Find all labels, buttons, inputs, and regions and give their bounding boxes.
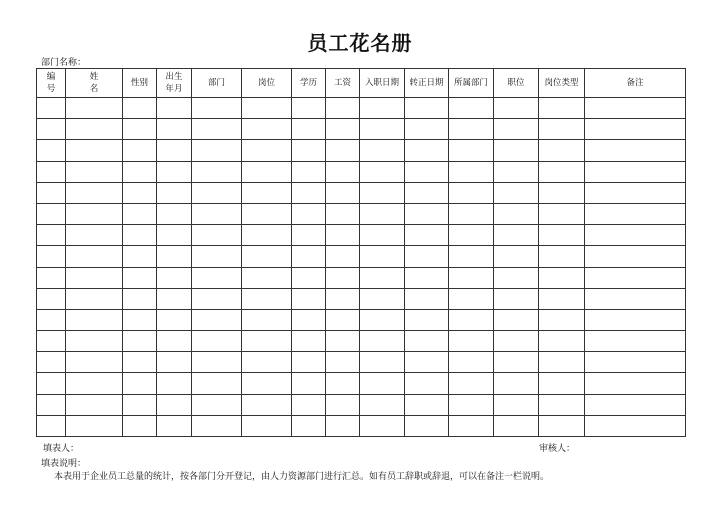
- table-cell-salary[interactable]: [326, 161, 360, 182]
- column-header-label: 入职日期: [364, 78, 399, 88]
- table-cell-department[interactable]: [192, 182, 242, 203]
- table-cell-regular_date[interactable]: [405, 394, 449, 415]
- column-header-regular_date: [405, 69, 449, 98]
- table-cell-education[interactable]: [292, 119, 326, 140]
- table-cell-position_type[interactable]: [539, 267, 585, 288]
- table-cell-name[interactable]: [66, 267, 123, 288]
- table-cell-name[interactable]: [66, 415, 123, 436]
- column-header-label: 出生: [165, 72, 183, 82]
- table-cell-title[interactable]: [494, 203, 539, 224]
- column-header-remarks: [585, 69, 686, 98]
- table-cell-position_type[interactable]: [539, 309, 585, 330]
- table-cell-education[interactable]: [292, 373, 326, 394]
- table-cell-name[interactable]: [66, 246, 123, 267]
- table-cell-department[interactable]: [192, 309, 242, 330]
- table-cell-department[interactable]: [192, 119, 242, 140]
- table-cell-hire_date[interactable]: [360, 98, 405, 119]
- table-cell-remarks[interactable]: [585, 246, 686, 267]
- column-header-title: [494, 69, 539, 98]
- table-cell-no[interactable]: [37, 394, 66, 415]
- table-cell-birth[interactable]: [157, 225, 192, 246]
- table-cell-birth[interactable]: [157, 373, 192, 394]
- table-row: [37, 119, 686, 140]
- table-cell-department[interactable]: [192, 352, 242, 373]
- table-cell-remarks[interactable]: [585, 98, 686, 119]
- table-cell-education[interactable]: [292, 267, 326, 288]
- table-cell-position[interactable]: [242, 288, 292, 309]
- table-cell-salary[interactable]: [326, 288, 360, 309]
- table-cell-position[interactable]: [242, 309, 292, 330]
- table-cell-position_type[interactable]: [539, 140, 585, 161]
- table-cell-affiliated_dept[interactable]: [449, 203, 494, 224]
- column-header-department: [192, 69, 242, 98]
- table-cell-salary[interactable]: [326, 246, 360, 267]
- table-cell-hire_date[interactable]: [360, 203, 405, 224]
- table-cell-department[interactable]: [192, 267, 242, 288]
- table-cell-name[interactable]: [66, 98, 123, 119]
- table-cell-name[interactable]: [66, 394, 123, 415]
- header-row: [37, 69, 686, 98]
- table-cell-regular_date[interactable]: [405, 331, 449, 352]
- column-header-position: [242, 69, 292, 98]
- table-cell-title[interactable]: [494, 267, 539, 288]
- column-header-label: 转正日期: [409, 78, 444, 88]
- table-cell-birth[interactable]: [157, 352, 192, 373]
- table-body: [37, 98, 686, 437]
- table-cell-department[interactable]: [192, 225, 242, 246]
- table-cell-salary[interactable]: [326, 309, 360, 330]
- table-cell-affiliated_dept[interactable]: [449, 119, 494, 140]
- table-cell-regular_date[interactable]: [405, 225, 449, 246]
- table-cell-position_type[interactable]: [539, 225, 585, 246]
- table-cell-title[interactable]: [494, 98, 539, 119]
- table-cell-hire_date[interactable]: [360, 288, 405, 309]
- table-cell-position[interactable]: [242, 225, 292, 246]
- table-cell-no[interactable]: [37, 415, 66, 436]
- table-cell-no[interactable]: [37, 309, 66, 330]
- table-cell-education[interactable]: [292, 225, 326, 246]
- table-row: [37, 352, 686, 373]
- table-cell-remarks[interactable]: [585, 140, 686, 161]
- table-cell-name[interactable]: [66, 309, 123, 330]
- table-cell-hire_date[interactable]: [360, 394, 405, 415]
- table-cell-position_type[interactable]: [539, 331, 585, 352]
- table-cell-no[interactable]: [37, 203, 66, 224]
- table-cell-salary[interactable]: [326, 394, 360, 415]
- table-cell-title[interactable]: [494, 352, 539, 373]
- table-cell-birth[interactable]: [157, 246, 192, 267]
- table-cell-birth[interactable]: [157, 161, 192, 182]
- table-cell-birth[interactable]: [157, 331, 192, 352]
- table-cell-regular_date[interactable]: [405, 352, 449, 373]
- table-cell-affiliated_dept[interactable]: [449, 246, 494, 267]
- table-cell-no[interactable]: [37, 140, 66, 161]
- table-cell-hire_date[interactable]: [360, 415, 405, 436]
- table-row: [37, 98, 686, 119]
- table-row: [37, 140, 686, 161]
- table-cell-name[interactable]: [66, 352, 123, 373]
- table-cell-birth[interactable]: [157, 309, 192, 330]
- table-cell-salary[interactable]: [326, 140, 360, 161]
- table-cell-salary[interactable]: [326, 182, 360, 203]
- table-cell-hire_date[interactable]: [360, 225, 405, 246]
- column-header-gender: [123, 69, 157, 98]
- department-name-label: 部门名称：: [41, 58, 87, 68]
- table-cell-hire_date[interactable]: [360, 352, 405, 373]
- table-cell-hire_date[interactable]: [360, 140, 405, 161]
- table-cell-remarks[interactable]: [585, 352, 686, 373]
- table-cell-salary[interactable]: [326, 98, 360, 119]
- table-cell-affiliated_dept[interactable]: [449, 225, 494, 246]
- table-row: [37, 246, 686, 267]
- table-cell-position_type[interactable]: [539, 119, 585, 140]
- table-cell-regular_date[interactable]: [405, 309, 449, 330]
- table-cell-title[interactable]: [494, 309, 539, 330]
- table-cell-no[interactable]: [37, 288, 66, 309]
- table-cell-position_type[interactable]: [539, 352, 585, 373]
- table-cell-position[interactable]: [242, 415, 292, 436]
- table-cell-remarks[interactable]: [585, 394, 686, 415]
- table-cell-no[interactable]: [37, 98, 66, 119]
- table-cell-title[interactable]: [494, 331, 539, 352]
- table-cell-position_type[interactable]: [539, 373, 585, 394]
- column-header-birth: [157, 69, 192, 98]
- table-cell-remarks[interactable]: [585, 182, 686, 203]
- table-cell-salary[interactable]: [326, 352, 360, 373]
- table-cell-position[interactable]: [242, 373, 292, 394]
- table-cell-position_type[interactable]: [539, 288, 585, 309]
- table-cell-position_type[interactable]: [539, 394, 585, 415]
- table-cell-gender[interactable]: [123, 161, 157, 182]
- table-cell-title[interactable]: [494, 119, 539, 140]
- table-cell-gender[interactable]: [123, 288, 157, 309]
- column-header-label: 年月: [165, 84, 183, 94]
- table-cell-regular_date[interactable]: [405, 161, 449, 182]
- table-cell-remarks[interactable]: [585, 288, 686, 309]
- table-cell-no[interactable]: [37, 161, 66, 182]
- table-header: [37, 69, 686, 98]
- table-cell-affiliated_dept[interactable]: [449, 98, 494, 119]
- table-cell-no[interactable]: [37, 352, 66, 373]
- table-row: [37, 309, 686, 330]
- column-header-label: 岗位类型: [544, 78, 579, 88]
- table-cell-regular_date[interactable]: [405, 98, 449, 119]
- table-cell-no[interactable]: [37, 246, 66, 267]
- table-cell-gender[interactable]: [123, 119, 157, 140]
- table-cell-title[interactable]: [494, 182, 539, 203]
- table-cell-gender[interactable]: [123, 267, 157, 288]
- table-cell-position[interactable]: [242, 394, 292, 415]
- table-cell-name[interactable]: [66, 225, 123, 246]
- table-cell-title[interactable]: [494, 373, 539, 394]
- table-cell-position[interactable]: [242, 331, 292, 352]
- table-cell-department[interactable]: [192, 394, 242, 415]
- table-cell-remarks[interactable]: [585, 373, 686, 394]
- table-cell-affiliated_dept[interactable]: [449, 331, 494, 352]
- table-cell-affiliated_dept[interactable]: [449, 415, 494, 436]
- table-cell-salary[interactable]: [326, 415, 360, 436]
- column-header-education: [292, 69, 326, 98]
- column-header-salary: [326, 69, 360, 98]
- table-cell-hire_date[interactable]: [360, 119, 405, 140]
- column-header-label: 工资: [333, 78, 351, 88]
- table-cell-department[interactable]: [192, 288, 242, 309]
- table-cell-title[interactable]: [494, 161, 539, 182]
- table-cell-no[interactable]: [37, 182, 66, 203]
- table-row: [37, 267, 686, 288]
- table-cell-salary[interactable]: [326, 119, 360, 140]
- table-cell-gender[interactable]: [123, 98, 157, 119]
- table-cell-no[interactable]: [37, 119, 66, 140]
- table-cell-salary[interactable]: [326, 267, 360, 288]
- table-cell-birth[interactable]: [157, 267, 192, 288]
- table-cell-no[interactable]: [37, 267, 66, 288]
- table-cell-affiliated_dept[interactable]: [449, 309, 494, 330]
- table-cell-department[interactable]: [192, 140, 242, 161]
- table-cell-affiliated_dept[interactable]: [449, 267, 494, 288]
- table-row: [37, 394, 686, 415]
- column-header-label: 姓名: [89, 72, 117, 94]
- table-cell-salary[interactable]: [326, 225, 360, 246]
- table-cell-birth[interactable]: [157, 182, 192, 203]
- table-cell-remarks[interactable]: [585, 267, 686, 288]
- table-cell-education[interactable]: [292, 415, 326, 436]
- column-header-hire_date: [360, 69, 405, 98]
- table-cell-salary[interactable]: [326, 373, 360, 394]
- table-cell-remarks[interactable]: [585, 309, 686, 330]
- table-cell-no[interactable]: [37, 331, 66, 352]
- table-row: [37, 331, 686, 352]
- table-cell-affiliated_dept[interactable]: [449, 394, 494, 415]
- table-cell-position_type[interactable]: [539, 246, 585, 267]
- table-row: [37, 373, 686, 394]
- table-cell-position[interactable]: [242, 352, 292, 373]
- table-cell-affiliated_dept[interactable]: [449, 288, 494, 309]
- notes-label: 填表说明：: [41, 459, 87, 469]
- table-cell-name[interactable]: [66, 140, 123, 161]
- table-cell-no[interactable]: [37, 373, 66, 394]
- table-cell-birth[interactable]: [157, 98, 192, 119]
- table-cell-name[interactable]: [66, 119, 123, 140]
- table-cell-education[interactable]: [292, 331, 326, 352]
- column-header-label: 编: [46, 72, 56, 82]
- table-cell-gender[interactable]: [123, 140, 157, 161]
- table-cell-gender[interactable]: [123, 394, 157, 415]
- table-cell-birth[interactable]: [157, 140, 192, 161]
- table-cell-department[interactable]: [192, 373, 242, 394]
- table-cell-title[interactable]: [494, 140, 539, 161]
- table-cell-affiliated_dept[interactable]: [449, 140, 494, 161]
- table-cell-hire_date[interactable]: [360, 182, 405, 203]
- table-cell-education[interactable]: [292, 203, 326, 224]
- table-cell-salary[interactable]: [326, 203, 360, 224]
- table-cell-education[interactable]: [292, 140, 326, 161]
- table-cell-position_type[interactable]: [539, 415, 585, 436]
- column-header-no: [37, 69, 66, 98]
- page-title: 员工花名册: [307, 31, 413, 55]
- column-header-label: 职位: [507, 78, 525, 88]
- column-header-label: 号: [46, 84, 56, 94]
- column-header-label: 性别: [130, 78, 148, 88]
- table-cell-department[interactable]: [192, 161, 242, 182]
- table-cell-regular_date[interactable]: [405, 182, 449, 203]
- table-cell-name[interactable]: [66, 161, 123, 182]
- table-row: [37, 225, 686, 246]
- table-cell-gender[interactable]: [123, 352, 157, 373]
- table-cell-birth[interactable]: [157, 288, 192, 309]
- table-cell-education[interactable]: [292, 288, 326, 309]
- table-cell-title[interactable]: [494, 288, 539, 309]
- notes-text: 本表用于企业员工总量的统计，按各部门分开登记，由人力资源部门进行汇总。如有员工辞职或辞退，可以在备注一栏说明。: [54, 472, 550, 482]
- table-row: [37, 415, 686, 436]
- table-cell-salary[interactable]: [326, 331, 360, 352]
- table-cell-department[interactable]: [192, 203, 242, 224]
- table-cell-hire_date[interactable]: [360, 246, 405, 267]
- table-cell-gender[interactable]: [123, 415, 157, 436]
- table-cell-regular_date[interactable]: [405, 288, 449, 309]
- table-cell-hire_date[interactable]: [360, 267, 405, 288]
- table-cell-position[interactable]: [242, 98, 292, 119]
- table-cell-regular_date[interactable]: [405, 203, 449, 224]
- table-cell-remarks[interactable]: [585, 203, 686, 224]
- table-cell-affiliated_dept[interactable]: [449, 182, 494, 203]
- table-cell-regular_date[interactable]: [405, 415, 449, 436]
- table-cell-position_type[interactable]: [539, 203, 585, 224]
- table-cell-hire_date[interactable]: [360, 373, 405, 394]
- column-header-affiliated_dept: [449, 69, 494, 98]
- table-cell-position[interactable]: [242, 267, 292, 288]
- table-row: [37, 203, 686, 224]
- table-cell-hire_date[interactable]: [360, 331, 405, 352]
- column-header-label: 所属部门: [453, 78, 488, 88]
- table-cell-position[interactable]: [242, 246, 292, 267]
- table-cell-affiliated_dept[interactable]: [449, 352, 494, 373]
- table-row: [37, 182, 686, 203]
- table-cell-education[interactable]: [292, 246, 326, 267]
- table-cell-regular_date[interactable]: [405, 140, 449, 161]
- filler-label: 填表人：: [43, 444, 80, 454]
- table-cell-gender[interactable]: [123, 309, 157, 330]
- table-cell-title[interactable]: [494, 415, 539, 436]
- table-cell-remarks[interactable]: [585, 119, 686, 140]
- reviewer-label: 审核人：: [539, 444, 576, 454]
- column-header-label: 备注: [626, 78, 644, 88]
- table-cell-position[interactable]: [242, 182, 292, 203]
- table-cell-gender[interactable]: [123, 331, 157, 352]
- table-cell-education[interactable]: [292, 309, 326, 330]
- table-cell-name[interactable]: [66, 288, 123, 309]
- table-row: [37, 288, 686, 309]
- table-cell-affiliated_dept[interactable]: [449, 161, 494, 182]
- table-cell-position_type[interactable]: [539, 161, 585, 182]
- table-cell-title[interactable]: [494, 394, 539, 415]
- table-cell-name[interactable]: [66, 182, 123, 203]
- table-cell-birth[interactable]: [157, 415, 192, 436]
- table-cell-position_type[interactable]: [539, 98, 585, 119]
- table-cell-regular_date[interactable]: [405, 267, 449, 288]
- column-header-label: 学历: [299, 78, 317, 88]
- table-cell-gender[interactable]: [123, 203, 157, 224]
- table-cell-department[interactable]: [192, 415, 242, 436]
- table-cell-title[interactable]: [494, 246, 539, 267]
- table-cell-birth[interactable]: [157, 119, 192, 140]
- table-cell-position[interactable]: [242, 140, 292, 161]
- table-cell-title[interactable]: [494, 225, 539, 246]
- table-cell-education[interactable]: [292, 182, 326, 203]
- table-cell-regular_date[interactable]: [405, 373, 449, 394]
- table-cell-remarks[interactable]: [585, 331, 686, 352]
- table-cell-no[interactable]: [37, 225, 66, 246]
- table-cell-hire_date[interactable]: [360, 161, 405, 182]
- table-cell-position[interactable]: [242, 203, 292, 224]
- table-cell-remarks[interactable]: [585, 225, 686, 246]
- table-cell-position_type[interactable]: [539, 182, 585, 203]
- column-header-name: [66, 69, 123, 98]
- table-cell-affiliated_dept[interactable]: [449, 373, 494, 394]
- table-cell-name[interactable]: [66, 203, 123, 224]
- employee-roster-table: [36, 68, 686, 437]
- table-cell-name[interactable]: [66, 373, 123, 394]
- table-cell-education[interactable]: [292, 98, 326, 119]
- table-cell-gender[interactable]: [123, 373, 157, 394]
- table-cell-position[interactable]: [242, 119, 292, 140]
- column-header-label: 部门: [207, 78, 225, 88]
- table-cell-hire_date[interactable]: [360, 309, 405, 330]
- table-cell-gender[interactable]: [123, 225, 157, 246]
- table-cell-department[interactable]: [192, 98, 242, 119]
- column-header-label: 岗位: [257, 78, 275, 88]
- table-cell-birth[interactable]: [157, 394, 192, 415]
- table-cell-name[interactable]: [66, 331, 123, 352]
- table-cell-gender[interactable]: [123, 182, 157, 203]
- table-cell-remarks[interactable]: [585, 161, 686, 182]
- table-cell-gender[interactable]: [123, 246, 157, 267]
- table-cell-department[interactable]: [192, 331, 242, 352]
- table-cell-position[interactable]: [242, 161, 292, 182]
- table-cell-education[interactable]: [292, 394, 326, 415]
- table-cell-regular_date[interactable]: [405, 119, 449, 140]
- table-cell-regular_date[interactable]: [405, 246, 449, 267]
- table-cell-education[interactable]: [292, 352, 326, 373]
- table-cell-birth[interactable]: [157, 203, 192, 224]
- table-cell-remarks[interactable]: [585, 415, 686, 436]
- column-header-position_type: [539, 69, 585, 98]
- table-cell-education[interactable]: [292, 161, 326, 182]
- table-cell-department[interactable]: [192, 246, 242, 267]
- table-row: [37, 161, 686, 182]
